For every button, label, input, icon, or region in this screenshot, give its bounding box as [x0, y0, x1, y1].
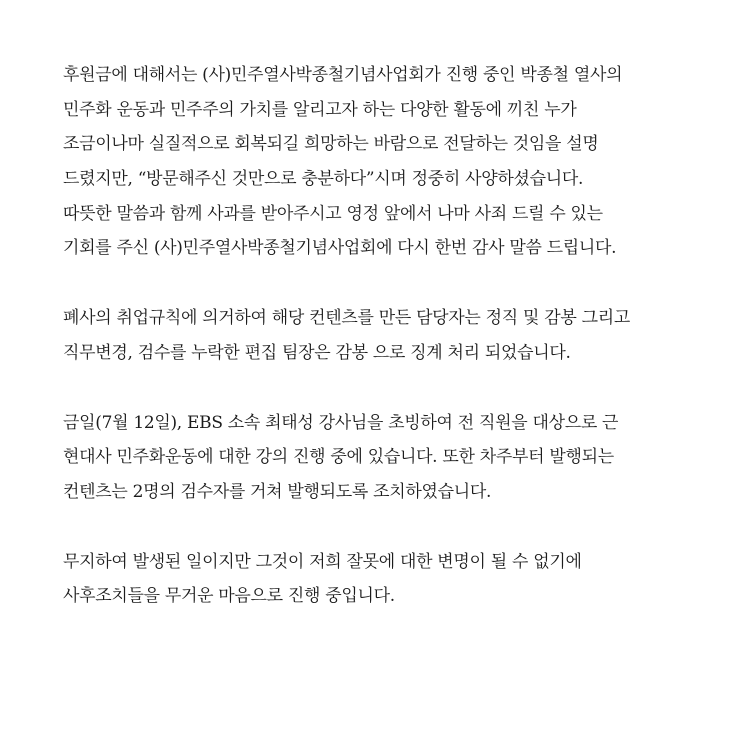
text-line: 따뜻한 말씀과 함께 사과를 받아주시고 영정 앞에서 나마 사죄 드릴 수 있는	[63, 203, 603, 224]
paragraph-donation	[63, 58, 703, 266]
text-line: 민주화 운동과 민주주의 가치를 알리고자 하는 다양한 활동에 끼친 누가	[63, 99, 577, 120]
text-line: 기회를 주신 (사)민주열사박종철기념사업회에 다시 한번 감사 말씀 드립니다.	[63, 238, 617, 259]
text-line: 드렸지만, “방문해주신 것만으로 충분하다”시며 정중히 사양하셨습니다.	[63, 169, 584, 190]
text-line: 현대사 민주화운동에 대한 강의 진행 중에 있습니다. 또한 차주부터 발행되는	[63, 447, 614, 468]
text-line: 컨텐츠는 2명의 검수자를 거쳐 발행되도록 조치하였습니다.	[63, 481, 492, 502]
text-line: 무지하여 발생된 일이지만 그것이 저희 잘못에 대한 변명이 될 수 없기에	[63, 551, 582, 572]
paragraph-closing	[63, 545, 703, 614]
statement-document	[63, 58, 703, 614]
paragraph-disciplinary	[63, 301, 703, 370]
text-line: 후원금에 대해서는 (사)민주열사박종철기념사업회가 진행 중인 박종철 열사의	[63, 65, 623, 85]
text-line: 금일(7월 12일), EBS 소속 최태성 강사님을 초빙하여 전 직원을 대상으로 근	[63, 412, 619, 433]
text-line: 폐사의 취업규칙에 의거하여 해당 컨텐츠를 만든 담당자는 정직 및 감봉 그리고	[63, 308, 630, 329]
paragraph-lecture	[63, 406, 703, 510]
text-line: 사후조치들을 무거운 마음으로 진행 중입니다.	[63, 586, 395, 607]
text-line: 직무변경, 검수를 누락한 편집 팀장은 감봉 으로 징계 처리 되었습니다.	[63, 342, 571, 363]
text-line: 조금이나마 실질적으로 회복되길 희망하는 바람으로 전달하는 것임을 설명	[63, 134, 599, 155]
